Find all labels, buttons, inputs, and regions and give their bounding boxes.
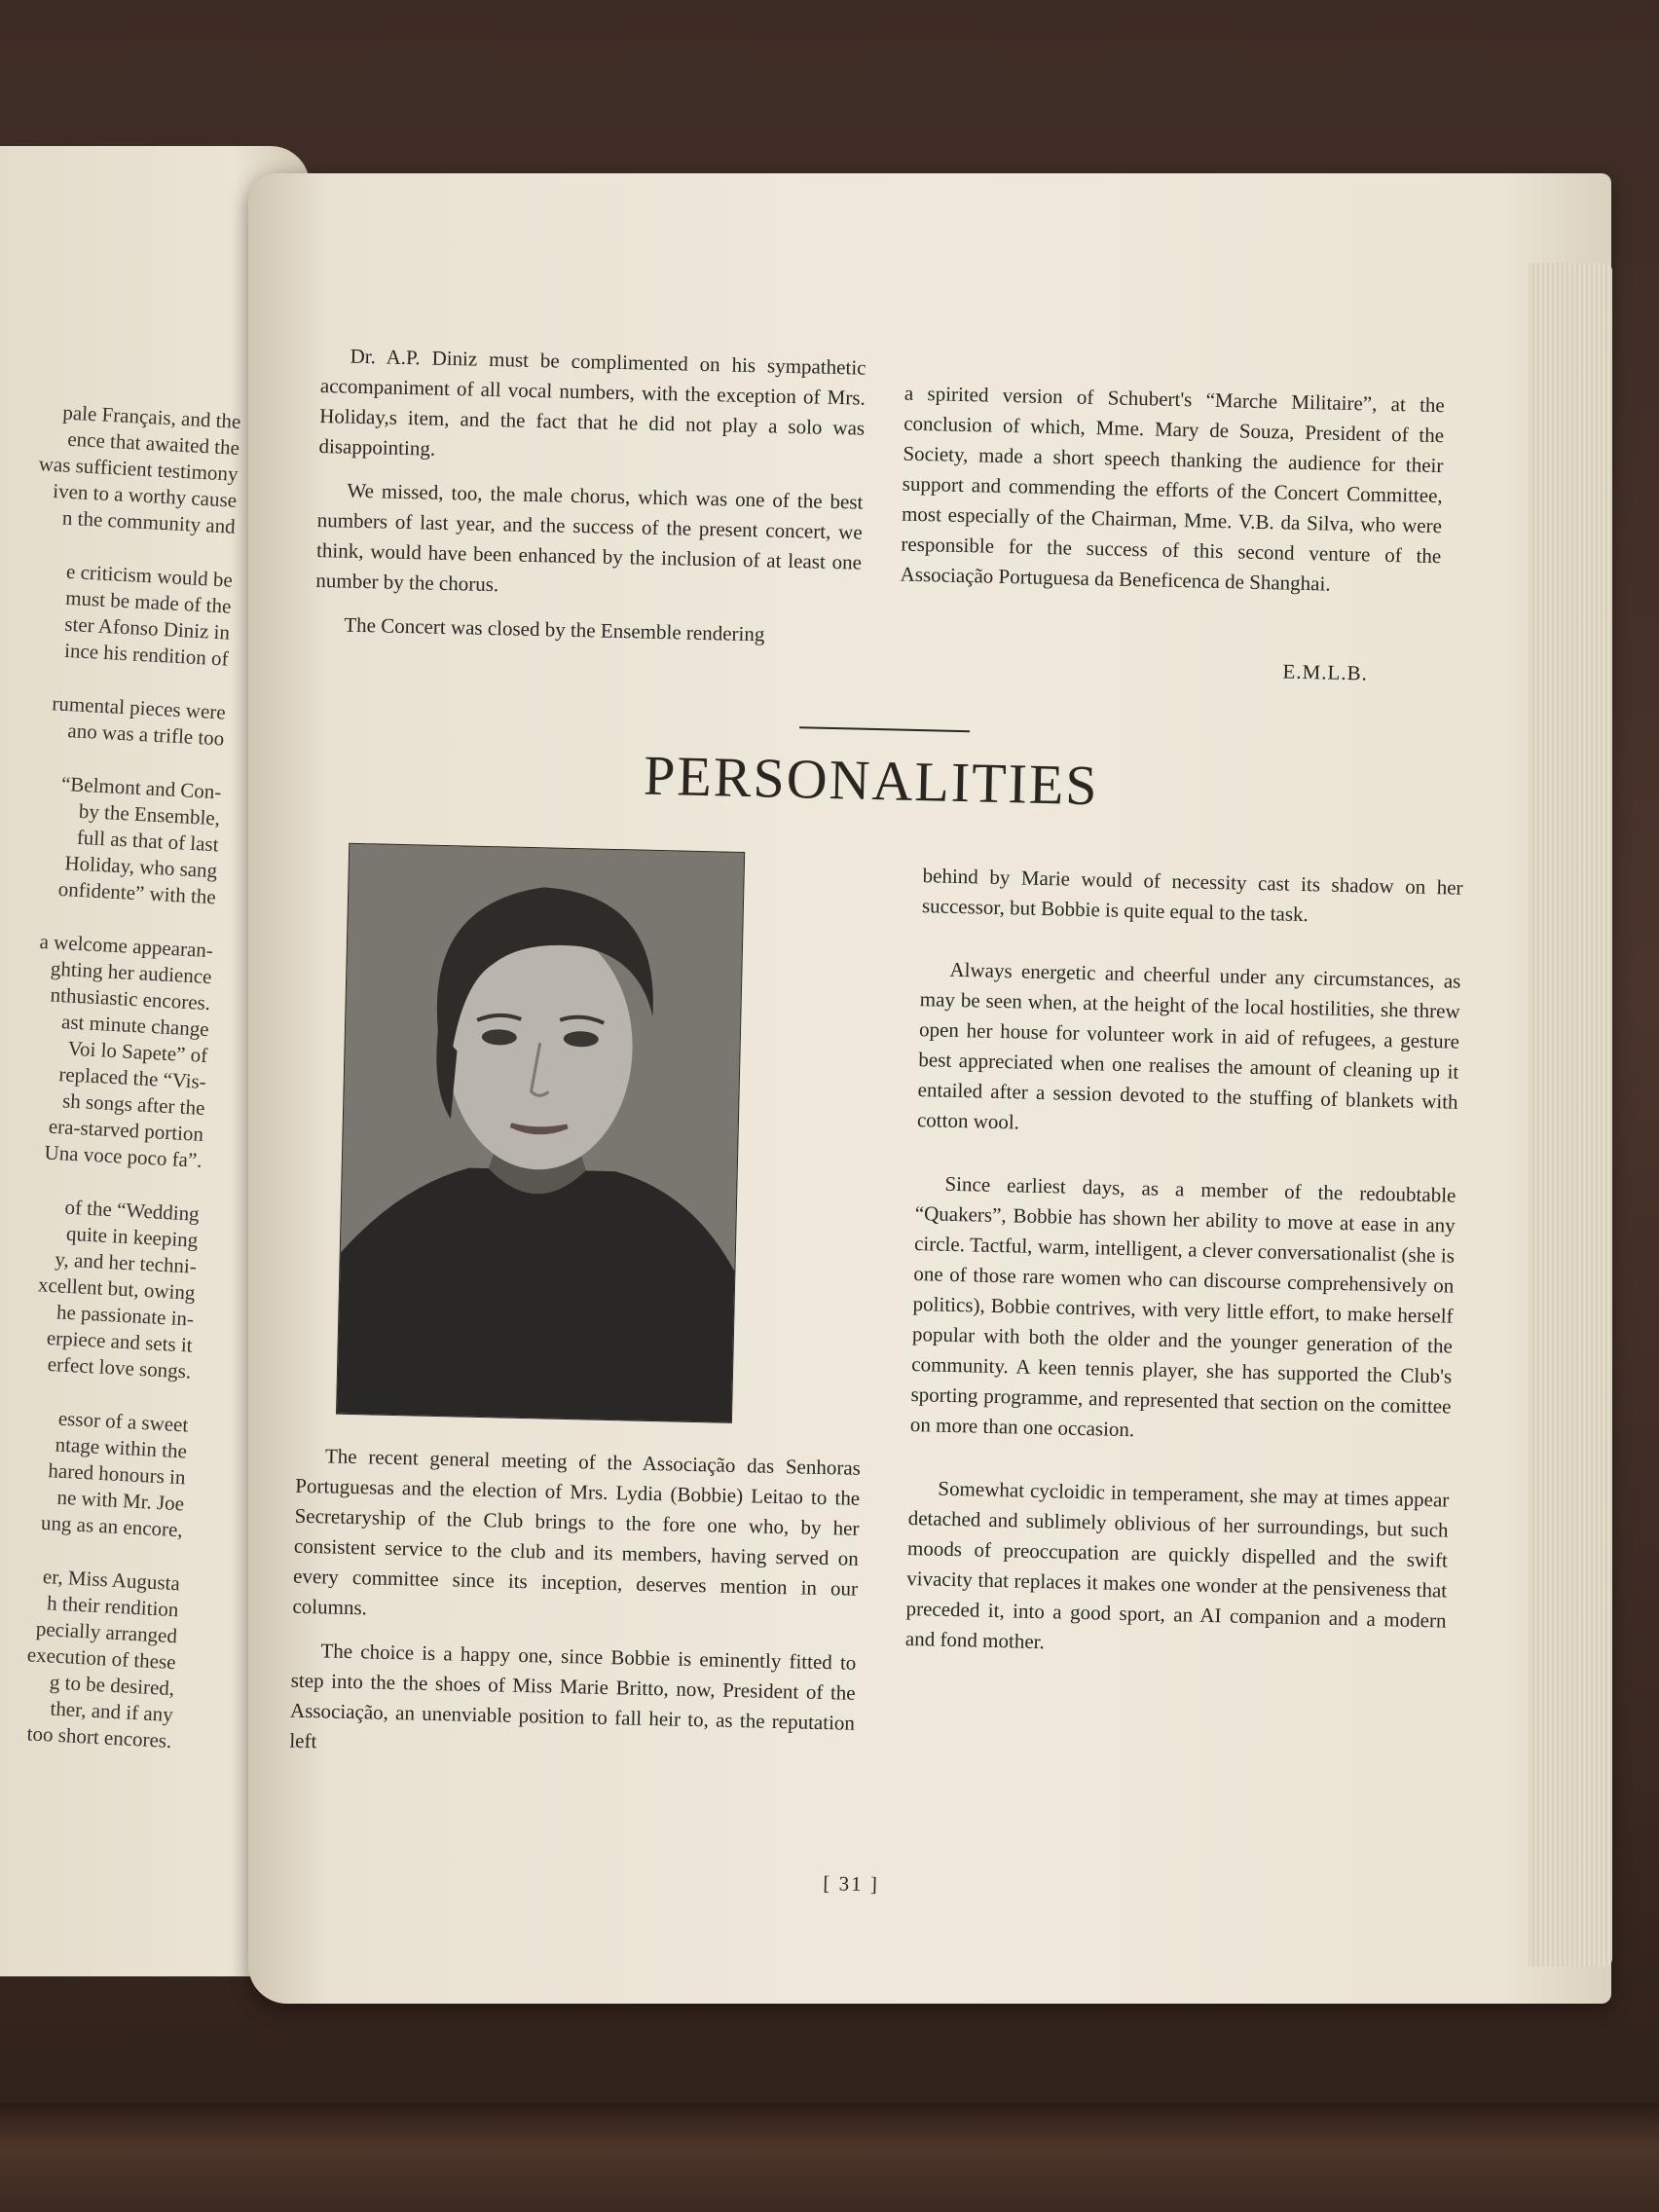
left-page-line: era-starved portion: [48, 1114, 204, 1146]
left-page-line: ast minute change: [60, 1010, 210, 1042]
left-page-line: ung as an encore,: [40, 1510, 184, 1542]
page-number: [ 31 ]: [823, 1871, 880, 1897]
left-page-line: execution of these: [26, 1642, 177, 1675]
left-page-line: Una voce poco fa”.: [44, 1140, 203, 1172]
left-page-line: onfidente” with the: [57, 876, 217, 909]
left-page-line: e criticism would be: [65, 559, 234, 592]
left-page-line: quite in keeping: [65, 1221, 199, 1252]
left-page-line: by the Ensemble,: [78, 798, 221, 830]
paragraph: The recent general meeting of the Associação das Senhoras Portuguesas and the election of Mrs. Lydia (Bobbie) Leitao to the Secretaryship of the Club brings to the fore one who, by her consistent service to the club and its members, having served on every committee since its inception, deserves mention in our columns.: [292, 1444, 862, 1620]
portrait-photo: [336, 843, 745, 1423]
table-edge: [0, 2103, 1659, 2212]
left-page-line: essor of a sweet: [57, 1406, 189, 1437]
paragraph: a spirited version of Schubert's “Marche Militaire”, at the conclusion of which, Mme. Mary de Souza, President of the Society, made a short speech thanking the audience for their support and commending the efforts of the Concert Committee, most especially of the Chairman, Mme. V.B. da Silva, who were responsible for the success of this second venture of the Associação Portuguesa da Beneficenca de Shanghai.: [900, 381, 1446, 596]
left-page-line: full as that of last: [76, 825, 220, 857]
left-page-line: ghting her audience: [50, 956, 213, 989]
column-bottom-left: [289, 1441, 862, 1783]
paragraph: Dr. A.P. Diniz must be complimented on his sympathetic accompaniment of all vocal numbers, with the exception of Mrs. Holiday,s item, and the fact that he did not play a solo was disappointing.: [318, 344, 866, 461]
paragraph: behind by Marie would of necessity cast its shadow on her successor, but Bobbie is quite equal to the task.: [921, 864, 1463, 927]
left-page-line: was sufficient testimony: [38, 452, 240, 486]
left-page-line: “Belmont and Con-: [60, 771, 223, 804]
left-page-paragraph: [0, 1399, 189, 1543]
left-page-line: ne with Mr. Joe: [55, 1485, 185, 1516]
left-page-line: n the community and: [61, 505, 237, 538]
left-page-paragraph: [0, 1188, 200, 1384]
left-page-line: Voi lo Sapete” of: [67, 1036, 208, 1068]
paragraph: The Concert was closed by the Ensemble rendering: [344, 612, 765, 646]
column-bottom-right: [904, 861, 1463, 1679]
left-page-line: pale Français, and the: [61, 400, 241, 433]
left-page-line: h their rendition: [46, 1591, 179, 1622]
left-page-paragraph: [0, 554, 233, 672]
left-page-line: ince his rendition of: [63, 638, 230, 671]
left-page-text: [0, 395, 241, 1782]
paragraph: We missed, too, the male chorus, which was one of the best numbers of last year, and the success of the present concert, we think, would have been enhanced by the inclusion of at least one number by the chorus.: [315, 478, 864, 597]
left-page-line: ster Afonso Diniz in: [63, 611, 231, 645]
left-page-line: replaced the “Vis-: [57, 1062, 207, 1094]
left-page-paragraph: [0, 925, 214, 1174]
page-content: [285, 341, 1463, 1953]
left-page-line: sh songs after the: [61, 1088, 205, 1120]
paragraph: Since earliest days, as a member of the redoubtable “Quakers”, Bobbie has shown her ability to move at ease in any circle. Tactful, warm, intelligent, a clever conversationalist (she is one of those rare women who can discourse comprehensively on politics), Bobbie contrives, with very little effort, to make herself popular with both the older and the younger generation of the community. A keen tennis player, she has supported the Club's sporting programme, and represented that section on the comittee on more than one occasion.: [909, 1171, 1456, 1442]
left-page-line: too short encores.: [26, 1721, 172, 1753]
left-page-line: he passionate in-: [55, 1300, 195, 1331]
left-page-line: ntage within the: [55, 1432, 188, 1463]
paragraph: Always energetic and cheerful under any circumstances, as may be seen when, at the height of the local hostilities, she threw open her house for volunteer work in aid of refugees, a gesture best appreciated when one realises the amount of cleaning up it entailed after a session devoted to the stuffing of blankets with cotton wool.: [916, 957, 1461, 1134]
left-page-line: nthusiastic encores.: [50, 982, 211, 1015]
left-page-line: of the “Wedding: [63, 1195, 201, 1226]
page-edges: [1529, 263, 1612, 1967]
left-page-line: iven to a worthy cause: [52, 478, 238, 512]
left-page-line: a welcome appearan-: [39, 929, 214, 963]
left-page-line: Holiday, who sang: [64, 851, 218, 883]
paragraph: The choice is a happy one, since Bobbie is eminently fitted to step into the the shoes of Miss Marie Britto, now, President of the Associação, an unenviable position to fall heir to, as the reputation left: [289, 1639, 857, 1753]
left-page-paragraph: [0, 686, 226, 753]
column-top-right: [900, 379, 1445, 616]
left-page-line: y, and her techni-: [54, 1247, 198, 1278]
left-page-line: ano was a trifle too: [66, 719, 225, 751]
left-page-line: rumental pieces were: [51, 691, 227, 724]
paragraph: Somewhat cycloidic in temperament, she may at times appear detached and sublimely oblivious of her surroundings, but such moods of preoccupation are quickly dispelled and the swift vivacity that replaces it makes one wonder at the pensiveness that preceded it, into a good sport, an AI companion and a modern and fond mother.: [904, 1476, 1450, 1654]
column-top-left: [314, 341, 866, 666]
left-page-paragraph: [0, 1558, 180, 1754]
left-page-line: pecially arranged: [35, 1616, 178, 1648]
left-page-line: xcellent but, owing: [37, 1272, 197, 1305]
left-page-line: must be made of the: [64, 585, 233, 618]
left-page-paragraph: [0, 766, 222, 910]
left-page-line: hared honours in: [47, 1458, 187, 1490]
left-page-line: ther, and if any: [49, 1696, 174, 1727]
left-page-line: erpiece and sets it: [46, 1325, 194, 1357]
left-page-paragraph: [0, 395, 241, 539]
section-heading: PERSONALITIES: [643, 743, 1100, 818]
left-page-line: erfect love songs.: [47, 1351, 192, 1383]
left-page-line: ence that awaited the: [66, 426, 240, 460]
left-page-line: g to be desired,: [49, 1670, 175, 1701]
left-page-line: er, Miss Augusta: [42, 1564, 181, 1596]
section-divider: [799, 726, 970, 732]
author-signature: E.M.L.B.: [1282, 659, 1369, 685]
